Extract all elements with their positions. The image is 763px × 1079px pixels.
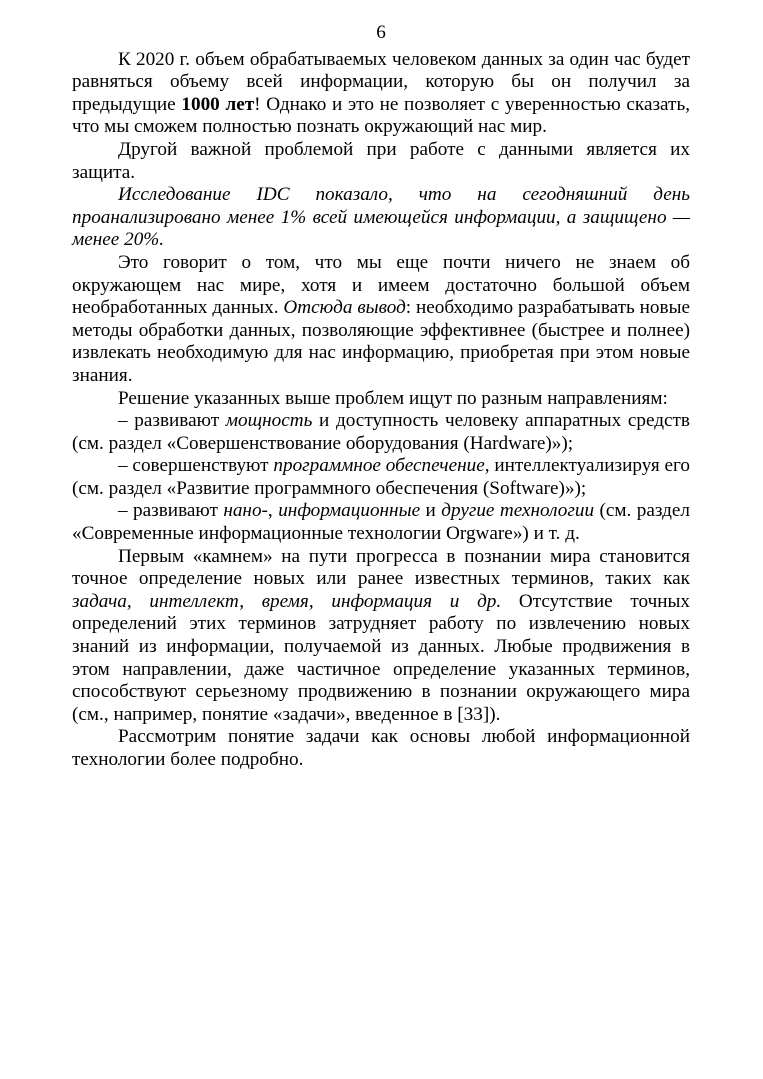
paragraph-directions: Решение указанных выше проблем ищут по разным направлениям: [118,387,668,409]
paragraph-data-volume [72,49,690,139]
list-item-software-italic: программное обеспечение [273,455,485,477]
terms-italic: задача, интеллект, время, информация и др. [72,590,502,612]
idc-study-italic: Исследование IDC показало, что на сегодняшний день проанализировано менее 1% всей имеющейся информации, а защищено — менее 20%. [72,184,690,251]
list-item-hardware-text: – развивают [118,410,226,432]
paragraph-terms [72,546,690,727]
list-item-hardware [72,410,690,455]
list-item-hardware-text-end: и доступность человеку аппаратных средств (см. раздел «Совершенствование оборудования (Hardware)»); [72,410,690,454]
list-item-orgware-text-3: и [420,500,442,522]
page-number: 6 [376,22,386,43]
list-item-orgware [72,500,690,545]
list-item-orgware-italic-other: другие технологии [441,500,595,522]
paragraph-terms-text-end: Отсутствие точных определений этих терминов затрудняет работу по извлечению новых знаний из информации, получаемой из данных. Любые продвижения в этом направлении, даже частичное определение указанных терминов, способствуют серьезному продвижению в познании окружающего мира (см., например, понятие «задачи», введенное в [33]). [72,590,690,725]
list-item-orgware-italic-info: информационные [278,500,421,522]
list-item-software [72,455,690,500]
conclusion-italic: Отсюда вывод [283,297,406,319]
list-item-hardware-italic: мощность [225,410,313,432]
list-item-orgware-text-end: (см. раздел «Современные информационные технологии Orgware») и т. д. [72,500,690,545]
list-item-orgware-text: – развивают [118,500,224,522]
paragraph-data-volume-text: К 2020 г. объем обрабатываемых человеком данных за один час будет равняться объему всей информации, которую бы он получил за предыдущие [72,48,690,115]
paragraph-terms-text: Первым «камнем» на пути прогресса в познании мира становится точное определение новых или ранее известных терминов, таких как [72,545,690,590]
paragraph-data-protection: Другой важной проблемой при работе с данными является их защита. [72,138,690,183]
paragraph-conclusion [72,252,690,388]
list-item-software-text-end: , интеллектуализируя его (см. раздел «Развитие программного обеспечения (Software)»); [72,455,691,499]
paragraph-conclusion-text-end: : необходимо разрабатывать новые методы обработки данных, позволяющие эффективнее (быстрее и полнее) извлекать необходимую для нас информацию, приобретая при этом новые знания. [72,297,690,386]
document-page [72,22,690,772]
paragraph-conclusion-text: Это говорит о том, что мы еще почти ничего не знаем об окружающем нас мире, хотя и имеем достаточно большой объем необработанных данных. [72,251,690,319]
list-item-orgware-text-2: -, [261,500,279,522]
paragraph-idc-study [72,184,690,252]
list-item-software-text: – совершенствуют [118,455,274,477]
list-item-orgware-italic-nano: нано [223,500,262,522]
paragraph-task-concept: Рассмотрим понятие задачи как основы любой информационной технологии более подробно. [72,726,690,770]
emphasis-1000-years: 1000 лет [181,93,255,115]
paragraph-data-volume-text-end: ! Однако и это не позволяет с уверенностью сказать, что мы сможем полностью познать окружающий нас мир. [72,93,690,138]
